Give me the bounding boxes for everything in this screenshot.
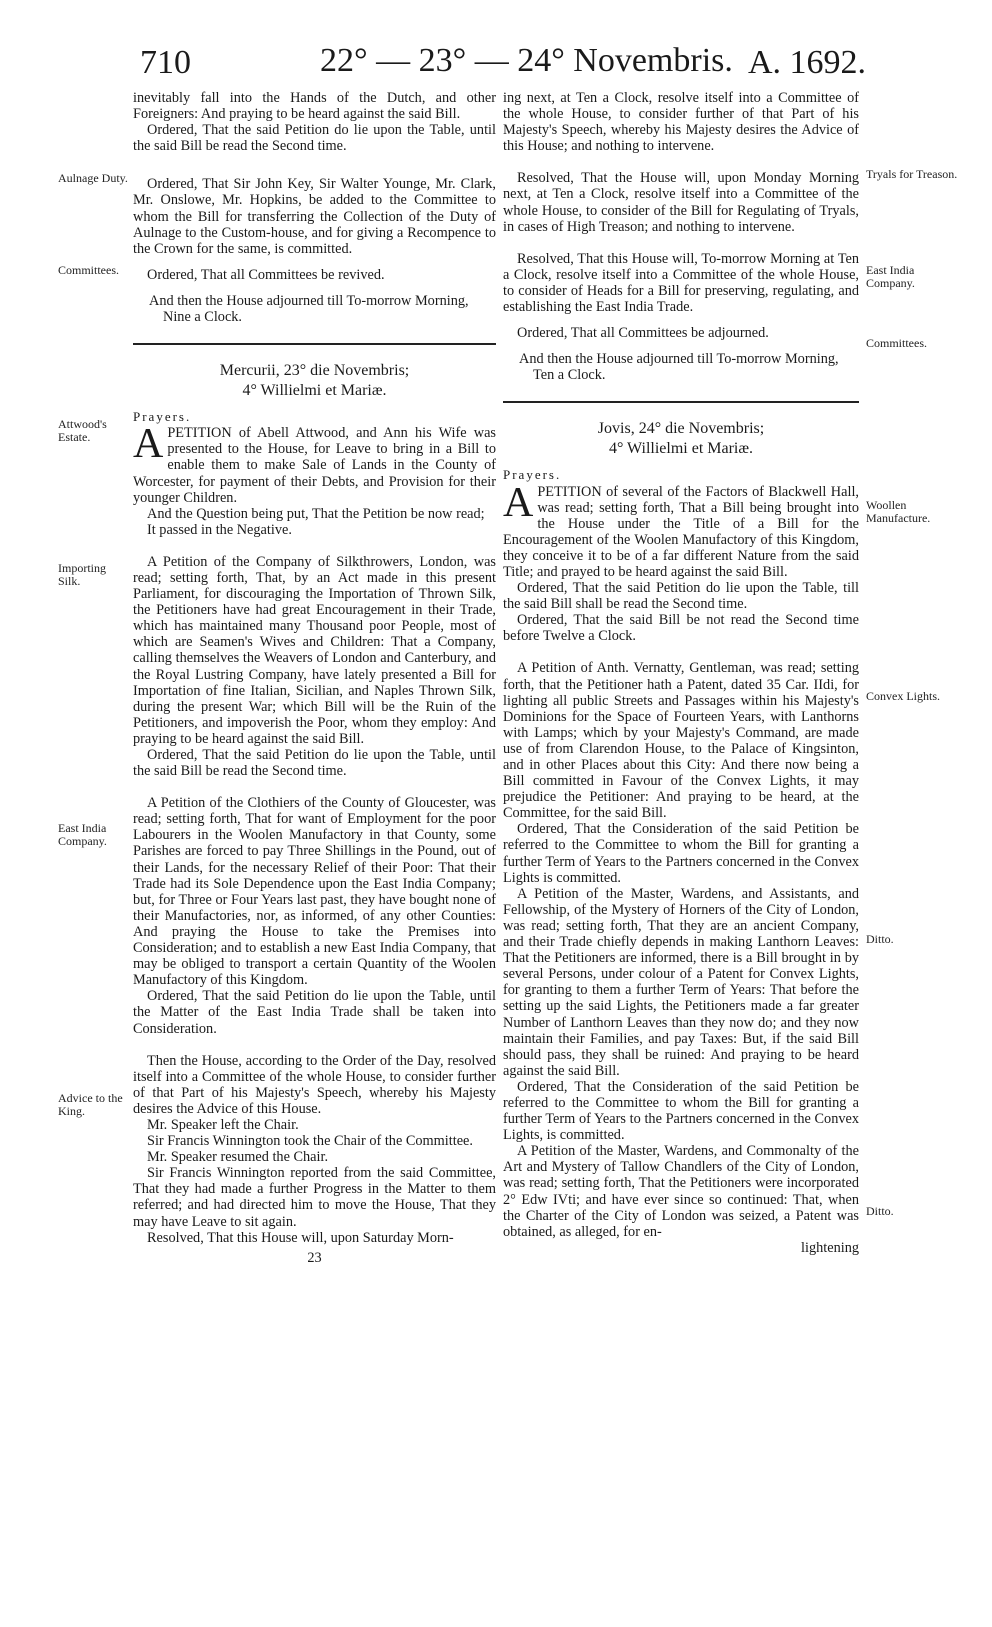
margin-note-committees: Committees. bbox=[58, 263, 119, 277]
page-number: 710 bbox=[140, 44, 191, 81]
margin-note-committees: Committees. bbox=[866, 336, 927, 350]
prayers-heading: Prayers. bbox=[133, 409, 192, 425]
catchword: lightening bbox=[801, 1239, 859, 1256]
margin-note-woollen: Woollen Manufacture. bbox=[866, 498, 931, 525]
paragraph: Ordered, That all Committees be adjourned. bbox=[517, 325, 769, 342]
paragraph: Ordered, That the Consideration of the said Petition be referred to the Committee to whom the Bill for granting a further Term of Years to the Partners concerned in the Convex Lights is committed. bbox=[503, 821, 859, 886]
paragraph: A Petition of the Master, Wardens, and Assistants, and Fellowship, of the Mystery of Horners of the City of London, was read; setting forth, That they are an ancient Company, and their Trade chiefly depends in making Lanthorn Leaves: That the Petitioners are informed, there is a Bill brought in by several Persons, under colour of a Patent for Convex Lights, for granting to them a further Term of Years: That before the setting up the said Lights, the Petitioners made a far greater Number of Lanthorn Leaves than they now do; and they now maintain their Families, and pay Taxes: But, if the said Bill should pass, they shall be ruined: And praying to be heard against the said Bill. bbox=[503, 885, 859, 1079]
paragraph: Ordered, That the said Petition do lie upon the Table, until the said Bill be read the Second time. bbox=[133, 747, 496, 780]
margin-note-ditto: Ditto. bbox=[866, 932, 894, 946]
paragraph: A Petition of the Clothiers of the County of Gloucester, was read; setting forth, That for want of Employment for the poor Labourers in the Woolen Manufactory in that County, some Parishes are forced to pay Three Shillings in the Pound, out of their Lands, for the necessary Relief of their Poor: That their Trade had its Sole Dependence upon the East India Company; but, for Three or Four Years last past, they have bought none of their Manufactories, nor, as informed, of any other Counties: And praying the House to take the Premises into Consideration; and to establish a new East India Company, that may be obliged to transport a certain Quantity of the Woolen Manufactory of this Kingdom. bbox=[133, 795, 496, 989]
margin-note-attwood: Attwood's Estate. bbox=[58, 417, 107, 444]
margin-note-silk: Importing Silk. bbox=[58, 561, 106, 588]
paragraph: Ordered, That the said Petition do lie upon the Table, until the said Bill be read the Second time. bbox=[133, 122, 496, 155]
margin-note-convex: Convex Lights. bbox=[866, 689, 940, 703]
paragraph bbox=[133, 421, 496, 506]
paragraph: It passed in the Negative. bbox=[147, 521, 292, 538]
paragraph: ing next, at Ten a Clock, resolve itself into a Committee of the whole House, to consider further of that Part of his Majesty's Speech, whereby his Majesty desires the Advice of this House; and nothing to intervene. bbox=[503, 90, 859, 155]
margin-note-advice: Advice to the King. bbox=[58, 1091, 123, 1118]
margin-note-ditto: Ditto. bbox=[866, 1204, 894, 1218]
paragraph: A Petition of the Company of Silkthrowers, London, was read; setting forth, That, by an Act made in this present Parliament, for discouraging the Importation of Thrown Silk, the Petitioners have had great Encouragement in their Trade, which has maintained many Thousand poor People, most of which are Seamen's Wives and Children: That a Company, calling themselves the Weavers of London and Canterbury, and the Royal Lustring Company, have lately presented a Bill for Importation of fine Italian, Sicilian, and Naples Thrown Silk, during the present War; which Bill will be the Ruin of the Petitioners, and impoverish the Poor, whom they employ: And praying to be heard against the said Bill. bbox=[133, 553, 496, 747]
section-divider bbox=[133, 343, 496, 345]
paragraph: And the Question being put, That the Petition be now read; bbox=[147, 505, 485, 522]
sitting-title: Mercurii, 23° die Novembris; bbox=[219, 362, 410, 380]
sitting-title: Jovis, 24° die Novembris; bbox=[597, 420, 765, 438]
paragraph: Sir Francis Winnington took the Chair of the Committee. bbox=[147, 1133, 473, 1150]
paragraph: inevitably fall into the Hands of the Dutch, and other Foreigners: And praying to be heard against the said Bill. bbox=[133, 90, 496, 123]
paragraph: A Petition of the Master, Wardens, and Commonalty of the Art and Mystery of Tallow Chandlers of the City of London, was read; setting forth, That the Petitioners were incorporated 2° Edw IVti; and have ever since so continued: That, when the Charter of the City of London was seized, a Patent was obtained, as alleged, for en- bbox=[503, 1143, 859, 1240]
right-column bbox=[503, 90, 859, 1256]
section-divider bbox=[503, 401, 859, 403]
paragraph: Mr. Speaker resumed the Chair. bbox=[147, 1149, 329, 1166]
paragraph: A Petition of Anth. Vernatty, Gentleman, was read; setting forth, that the Petitioner hath a Patent, dated 35 Car. IIdi, for lighting all public Streets and Passages within his Majesty's Dominions for the Space of Fourteen Years, with Lanthorns with Lamps; which by your Majesty's Command, are made use of from Clarendon House, to the Palace of Kingsinton, and in other Places about this City: And there now being a Bill committed in Favour of the Convex Lights, it may prejudice the Petitioner: And praying to be heard, at the Committee, for the said Bill. bbox=[503, 660, 859, 822]
margin-note-aulnage: Aulnage Duty. bbox=[58, 171, 128, 185]
adjournment: And then the House adjourned till To-morrow Morning, Nine a Clock. bbox=[149, 292, 469, 326]
paragraph: Ordered, That Sir John Key, Sir Walter Younge, Mr. Clark, Mr. Onslowe, Mr. Hopkins, be added to the Committee to whom the Bill for transferring the Collection of the Duty of Aulnage to the Custom-house, and for giving a Recompence to the Crown for the same, is committed. bbox=[133, 176, 496, 257]
signature-mark: 23 bbox=[307, 1249, 322, 1266]
header-year: A. 1692. bbox=[748, 44, 867, 81]
paragraph: Then the House, according to the Order of the Day, resolved itself into a Committee of the whole House, to consider further of that Part of his Majesty's Speech, whereby his Majesty desires the Advice of this House. bbox=[133, 1052, 496, 1117]
margin-note-east-india: East India Company. bbox=[866, 263, 915, 290]
paragraph: Resolved, That the House will, upon Monday Morning next, at Ten a Clock, resolve itself into a Committee of the whole House, to consider of the Bill for Regulating of Tryals, in cases of High Treason; and nothing to intervene. bbox=[503, 170, 859, 235]
paragraph: Ordered, That the said Petition do lie upon the Table, till the said Bill shall be read the Second time. bbox=[503, 580, 859, 613]
left-column bbox=[133, 90, 496, 1266]
drop-cap: A bbox=[503, 479, 534, 526]
paragraph: Ordered, That the Consideration of the said Petition be referred to the Committee to whom the Bill for granting a further Term of Years to the Partners concerned in the Convex Lights, is committed. bbox=[503, 1078, 859, 1144]
margin-note-tryals: Tryals for Treason. bbox=[866, 167, 958, 181]
paragraph-text: PETITION of several of the Factors of Blackwell Hall, was read; setting forth, That a Bill being brought into the House under the Title of a Bill for the Encouragement of the Woolen Manufactory of this Kingdom, they conceive it to be of a far different Nature from the said Title; and prayed to be heard against the said Bill. bbox=[503, 483, 859, 580]
adjournment: And then the House adjourned till To-morrow Morning, Ten a Clock. bbox=[519, 351, 839, 384]
prayers-heading: Prayers. bbox=[503, 467, 562, 483]
sitting-regnal: 4° Willielmi et Mariæ. bbox=[608, 440, 754, 458]
paragraph: Resolved, That this House will, upon Saturday Morn- bbox=[147, 1229, 454, 1246]
paragraph: Ordered, That all Committees be revived. bbox=[147, 266, 385, 283]
paragraph: Ordered, That the said Bill be not read the Second time before Twelve a Clock. bbox=[503, 612, 859, 645]
paragraph: Ordered, That the said Petition do lie upon the Table, until the Matter of the East India Trade shall be taken into Consideration. bbox=[133, 988, 496, 1037]
paragraph: Mr. Speaker left the Chair. bbox=[147, 1116, 299, 1133]
header-dates: 22° — 23° — 24° Novembris. bbox=[320, 42, 733, 79]
margin-note-east-india: East India Company. bbox=[58, 821, 107, 848]
paragraph bbox=[503, 479, 859, 581]
paragraph: Sir Francis Winnington reported from the said Committee, That they had made a further Progress in the Matter to them referred; and had directed him to move the House, That they may have Leave to sit again. bbox=[133, 1165, 496, 1230]
sitting-regnal: 4° Willielmi et Mariæ. bbox=[242, 382, 387, 400]
paragraph-text: PETITION of Abell Attwood, and Ann his Wife was presented to the House, for Leave to bring in a Bill to enable them to make Sale of Lands in the County of Worcester, for payment of their Debts, and Provision for their younger Children. bbox=[133, 425, 496, 506]
paragraph: Resolved, That this House will, To-morrow Morning at Ten a Clock, resolve itself into a Committee of the whole House, to consider of Heads for a Bill for preserving, regulating, and establishing the East India Trade. bbox=[503, 250, 859, 316]
drop-cap: A bbox=[133, 421, 164, 468]
